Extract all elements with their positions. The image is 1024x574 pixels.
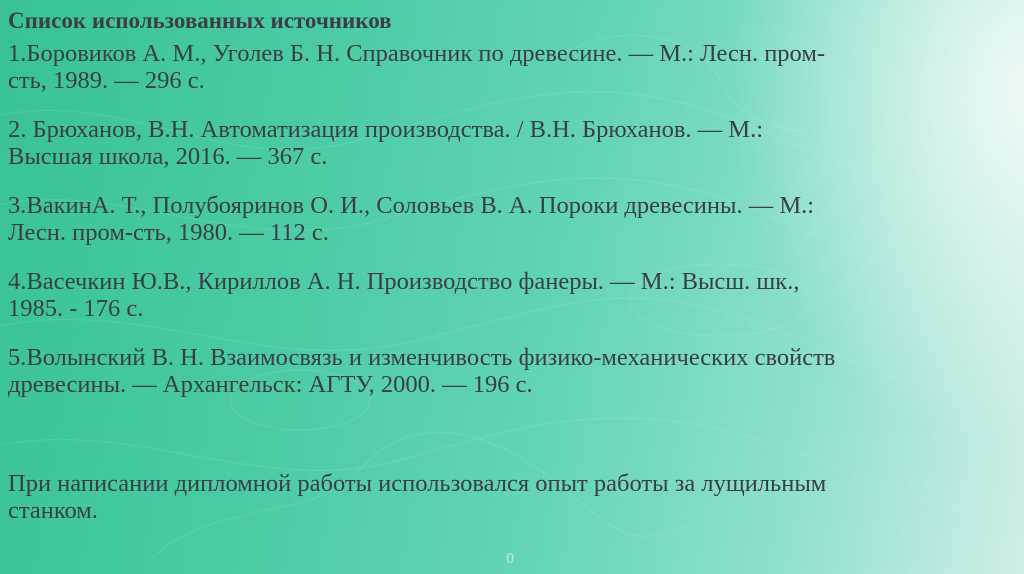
reference-text: Высшая школа, 2016. — 367 с. [8, 143, 328, 170]
reference-text: 1985. - 176 с. [8, 295, 144, 322]
reference-item [8, 344, 1020, 398]
reference-text: 2. Брюханов, В.Н. Автоматизация производства. / В.Н. Брюханов. — М.: [8, 116, 764, 143]
reference-item [8, 192, 1020, 246]
references-block [8, 6, 1020, 420]
page-title: Список использованных источников [8, 8, 392, 33]
reference-text: 5.Волынский В. Н. Взаимосвязь и изменчивость физико-механических свойств [8, 344, 836, 371]
note-text: При написании дипломной работы использовался опыт работы за лущильным [8, 470, 827, 497]
reference-text: 4.Васечкин Ю.В., Кириллов А. Н. Производство фанеры. — М.: Высш. шк., [8, 268, 800, 295]
page-number: 0 [506, 552, 515, 567]
reference-text: Лесн. пром-сть, 1980. — 112 с. [8, 219, 329, 246]
reference-text: 3.ВакинА. Т., Полубояринов О. И., Соловьев В. А. Пороки древесины. — М.: [8, 192, 815, 219]
closing-note [8, 470, 1020, 524]
reference-text: 1.Боровиков А. М., Уголев Б. Н. Справочник по древесине. — М.: Лесн. пром- [8, 40, 826, 67]
reference-item [8, 116, 1020, 170]
note-text: станком. [8, 497, 98, 524]
reference-text: сть, 1989. — 296 с. [8, 67, 205, 94]
reference-text: древесины. — Архангельск: АГТУ, 2000. — 196 с. [8, 371, 533, 398]
reference-item [8, 268, 1020, 322]
reference-item [8, 40, 1020, 94]
